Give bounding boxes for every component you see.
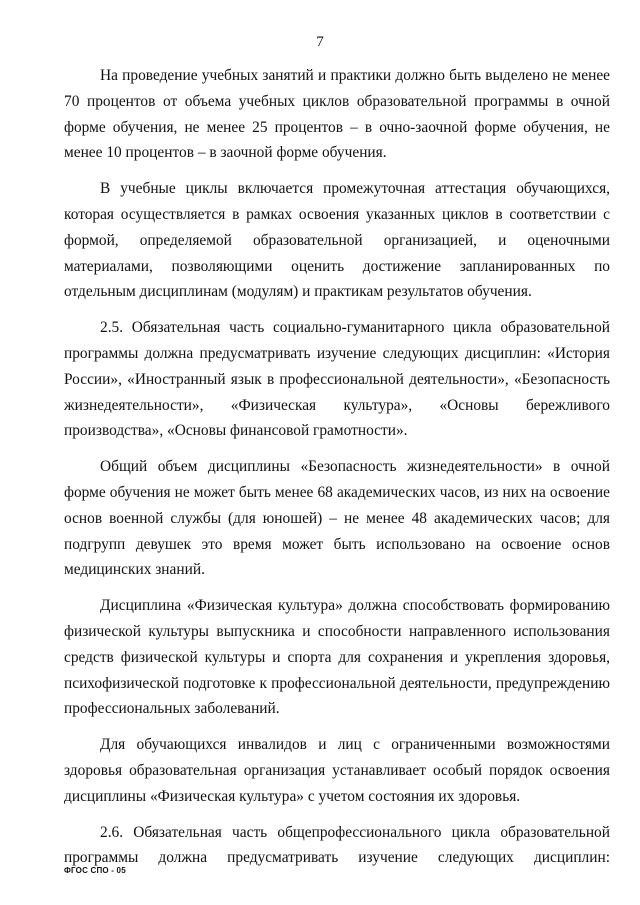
paragraph-practice-share: На проведение учебных занятий и практики должно быть выделено не менее 70 процентов от объема учебных циклов образовательной программы в очной форме обучения, не менее 25 процентов – в очно-заочной форме обучения, не менее 10 процентов – в заочной форме обучения.: [64, 67, 610, 162]
page-number: 7: [316, 34, 324, 50]
paragraph-section-2-5: 2.5. Обязательная часть социально-гуманитарного цикла образовательной программы должна предусматривать изучение следующих дисциплин: «История России», «Иностранный язык в профессиональной деятельности», «Безопасность жизнедеятельности», «Физическая культура», «Основы бережливого производства», «Основы финансовой грамотности».: [64, 319, 610, 440]
footer-standard-code: ФГОС СПО - 05: [64, 866, 126, 875]
paragraph-life-safety-hours: Общий объем дисциплины «Безопасность жизнедеятельности» в очной форме обучения не может быть менее 68 академических часов, из них на освоение основ военной службы (для юношей) – не менее 48 академических часов; для подгрупп девушек это время может быть использовано на освоение основ медицинских знаний.: [64, 458, 610, 579]
paragraph-intermediate-attestation: В учебные циклы включается промежуточная аттестация обучающихся, которая осуществляется в рамках освоения указанных циклов в соответствии с формой, определяемой образовательной организацией, и оценочными материалами, позволяющими оценить достижение запланированных по отдельным дисциплинам (модулям) и практикам результатов обучения.: [64, 180, 610, 301]
paragraph-disabled-students: Для обучающихся инвалидов и лиц с ограниченными возможностями здоровья образовательная организация устанавливает особый порядок освоения дисциплины «Физическая культура» с учетом состояния их здоровья.: [64, 736, 610, 805]
document-body: [64, 63, 610, 871]
paragraph-section-2-6: 2.6. Обязательная часть общепрофессионального цикла образовательной программы должна предусматривать изучение следующих дисциплин:: [64, 823, 610, 867]
paragraph-physical-culture: Дисциплина «Физическая культура» должна способствовать формированию физической культуры выпускника и способности направленного использования средств физической культуры и спорта для сохранения и укрепления здоровья, психофизической подготовке к профессиональной деятельности, предупреждению профессиональных заболеваний.: [64, 597, 610, 718]
